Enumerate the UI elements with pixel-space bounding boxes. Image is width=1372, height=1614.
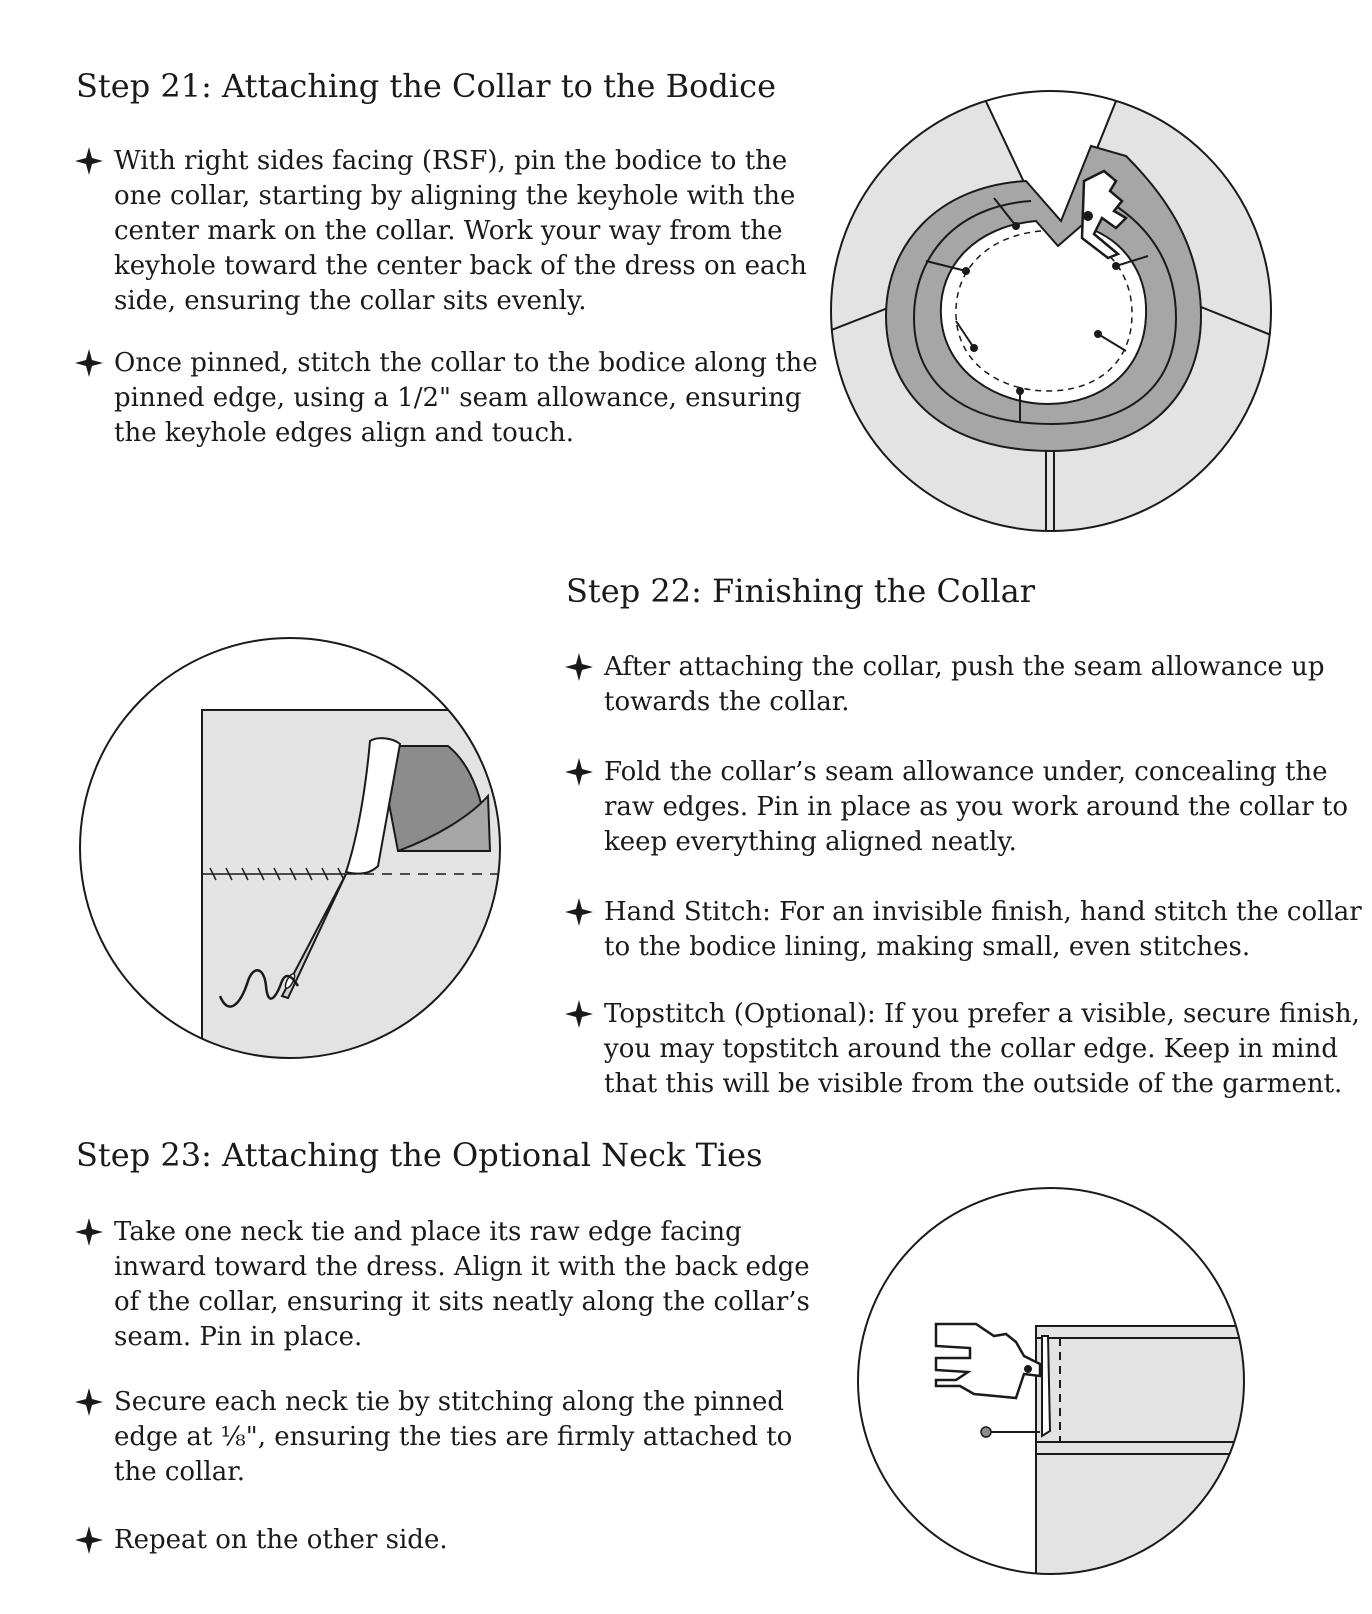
four-point-star-icon [562, 755, 596, 789]
four-point-star-icon [562, 650, 596, 684]
four-point-star-icon [72, 1215, 106, 1249]
step-22-bullet-3 [562, 895, 1362, 965]
step-21-bullet-1 [72, 144, 807, 319]
presser-foot-icon [936, 1324, 1040, 1398]
step-21-bullet-1-text: With right sides facing (RSF), pin the bodice to the one collar, starting by aligning the keyhole with the center mark on the collar. Work your way from the keyhole toward the center back of the dress on each side, ensuring the collar sits evenly. [114, 146, 807, 316]
step-22-bullet-1 [562, 650, 1325, 720]
step-23-bullet-1 [72, 1215, 810, 1355]
collar-hand-stitch-illustration [78, 636, 502, 1060]
step-22-bullet-1-text: After attaching the collar, push the seam allowance up towards the collar. [604, 652, 1325, 717]
step-22-bullet-2 [562, 755, 1348, 860]
step-23-bullet-1-text: Take one neck tie and place its raw edge facing inward toward the dress. Align it with the back edge of the collar, ensuring it sits neatly along the collar’s seam. Pin in place. [114, 1217, 810, 1352]
step-22-bullet-2-text: Fold the collar’s seam allowance under, concealing the raw edges. Pin in place as you work around the collar to keep everything aligned neatly. [604, 757, 1348, 857]
step-23-bullet-3 [72, 1523, 448, 1558]
step-22-bullet-3-text: Hand Stitch: For an invisible finish, hand stitch the collar to the bodice lining, making small, even stitches. [604, 897, 1362, 962]
step-23-bullet-2 [72, 1385, 792, 1490]
step-23-title: Step 23: Attaching the Optional Neck Ties [76, 1136, 763, 1174]
step-21-bullet-2-text: Once pinned, stitch the collar to the bodice along the pinned edge, using a 1/2" seam allowance, ensuring the keyhole edges align and touch. [114, 348, 818, 448]
step-23-bullet-3-text: Repeat on the other side. [114, 1525, 448, 1555]
neck-tie-stitching-illustration [856, 1186, 1246, 1576]
step-22-title: Step 22: Finishing the Collar [566, 572, 1036, 610]
four-point-star-icon [72, 144, 106, 178]
four-point-star-icon [72, 1523, 106, 1557]
four-point-star-icon [562, 997, 596, 1031]
step-23-bullet-2-text: Secure each neck tie by stitching along the pinned edge at ⅛", ensuring the ties are firmly attached to the collar. [114, 1387, 793, 1487]
step-22-bullet-4-text: Topstitch (Optional): If you prefer a visible, secure finish, you may topstitch around the collar edge. Keep in mind that this will be visible from the outside of the garment. [604, 999, 1360, 1099]
four-point-star-icon [562, 895, 596, 929]
step-21-bullet-2 [72, 346, 818, 451]
four-point-star-icon [72, 346, 106, 380]
four-point-star-icon [72, 1385, 106, 1419]
collar-pinning-illustration [826, 86, 1276, 536]
step-21-title: Step 21: Attaching the Collar to the Bodice [76, 67, 776, 105]
step-22-bullet-4 [562, 997, 1360, 1102]
